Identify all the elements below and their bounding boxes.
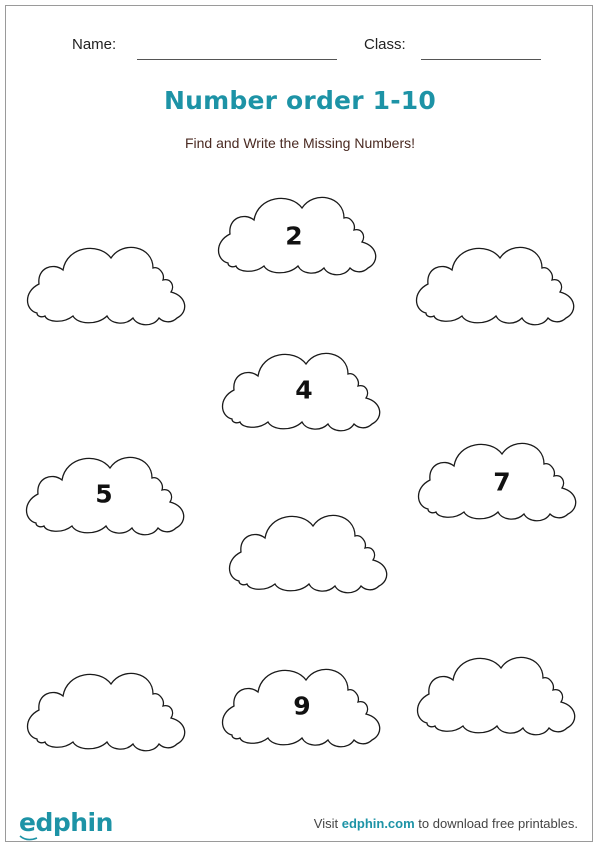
cloud-10 xyxy=(418,657,575,734)
edphin-logo[interactable]: edphin xyxy=(19,808,113,837)
cloud-5-number: 5 xyxy=(95,479,113,509)
class-label: Class: xyxy=(364,36,406,53)
cloud-9-number: 9 xyxy=(293,691,311,721)
footer-suffix: to download free printables. xyxy=(414,816,578,831)
cloud-7 xyxy=(230,515,387,592)
cloud-1 xyxy=(28,247,185,324)
footer-text xyxy=(314,816,578,831)
cloud-5 xyxy=(27,457,184,534)
cloud-2 xyxy=(219,197,376,274)
cloud-9 xyxy=(223,669,380,746)
cloud-3 xyxy=(417,247,574,324)
cloud-4 xyxy=(223,353,380,430)
footer-link[interactable]: edphin.com xyxy=(341,816,415,831)
cloud-6-number: 7 xyxy=(493,467,511,497)
name-label: Name: xyxy=(72,36,117,53)
page-subtitle: Find and Write the Missing Numbers! xyxy=(184,135,416,151)
cloud-8 xyxy=(28,673,185,750)
logo-swoosh-icon xyxy=(19,834,39,842)
cloud-6 xyxy=(419,443,576,520)
footer-prefix: Visit xyxy=(313,816,342,831)
cloud-2-number: 2 xyxy=(285,221,303,251)
page-title: Number order 1-10 xyxy=(163,86,436,115)
cloud-4-number: 4 xyxy=(295,375,313,405)
